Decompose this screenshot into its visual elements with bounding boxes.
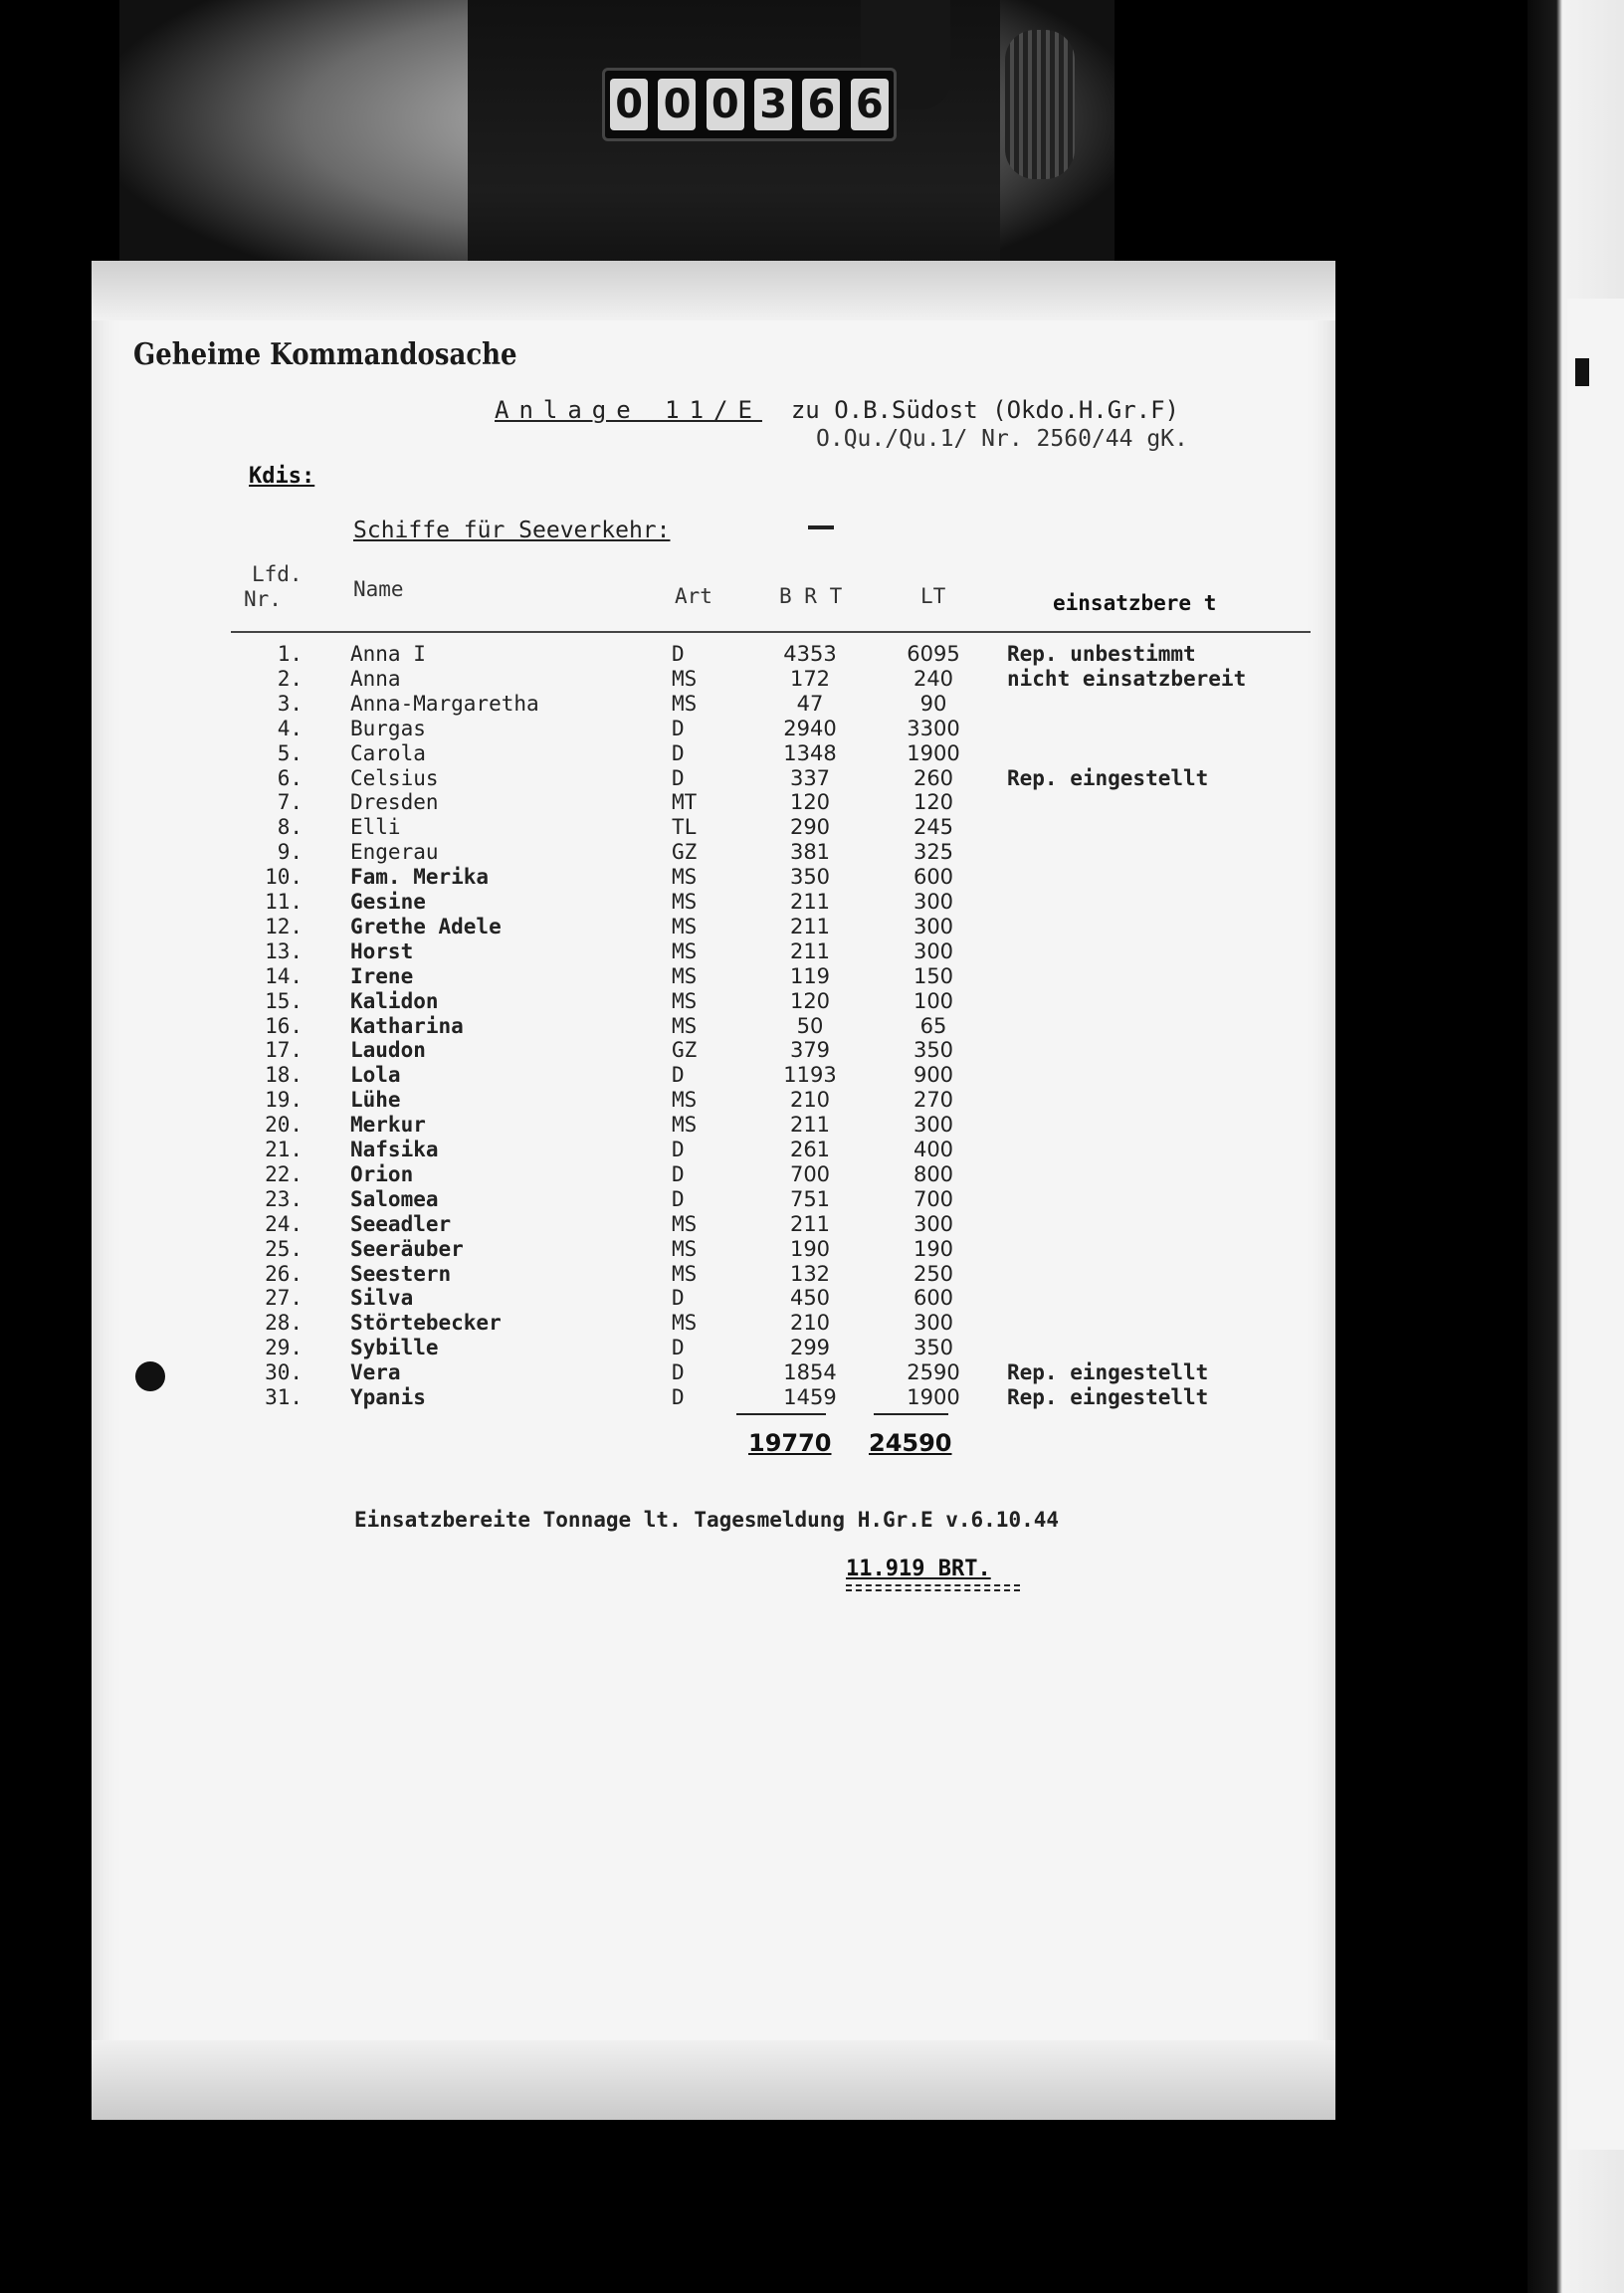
- ship-art: MS: [672, 988, 698, 1013]
- ship-row: [0, 1385, 1624, 1410]
- ship-brt: 381: [789, 840, 831, 865]
- ship-row: [0, 790, 1624, 815]
- double-underline: [846, 1584, 1020, 1591]
- ship-art: D: [672, 765, 685, 790]
- ship-nr: 22.: [265, 1161, 303, 1186]
- ship-art: MS: [672, 963, 698, 988]
- ship-name: Gesine: [350, 890, 426, 914]
- ship-art: MS: [672, 1113, 698, 1138]
- ship-nr: 15.: [265, 988, 303, 1013]
- document-reference: [495, 396, 1179, 424]
- ship-name: Kalidon: [350, 988, 439, 1013]
- ship-lt: 6095: [907, 642, 960, 666]
- ship-art: D: [672, 1336, 685, 1360]
- ship-name: Seeadler: [350, 1211, 452, 1236]
- ship-name: Lola: [350, 1063, 401, 1088]
- ship-lt: 270: [913, 1088, 954, 1113]
- ship-brt: 2940: [783, 716, 837, 740]
- ship-lt: 300: [913, 1311, 954, 1336]
- ship-nr: 23.: [265, 1186, 303, 1211]
- ship-nr: 18.: [265, 1063, 303, 1088]
- ship-art: MS: [672, 1311, 698, 1336]
- ship-nr: 25.: [265, 1236, 303, 1261]
- ship-name: Grethe Adele: [350, 914, 502, 938]
- ship-nr: 12.: [265, 914, 303, 938]
- ship-brt: 4353: [783, 642, 837, 666]
- ship-name: Vera: [350, 1360, 401, 1385]
- ship-lt: 300: [913, 890, 954, 914]
- paper-fold: [92, 261, 1335, 320]
- col-head-status: einsatzbere t: [1053, 591, 1217, 615]
- ship-name: Celsius: [350, 765, 439, 790]
- total-brt: 19770: [748, 1429, 832, 1457]
- ship-nr: 9.: [277, 840, 303, 865]
- ship-lt: 150: [913, 963, 954, 988]
- ship-lt: 3300: [907, 716, 960, 740]
- ship-lt: 65: [919, 1013, 947, 1038]
- ship-lt: 300: [913, 914, 954, 938]
- ship-row: [0, 1311, 1624, 1336]
- ship-brt: 337: [789, 765, 831, 790]
- counter-digit: 3: [754, 79, 792, 130]
- ship-status: Rep. eingestellt: [1007, 1360, 1209, 1385]
- reference-number: O.Qu./Qu.1/ Nr. 2560/44 gK.: [816, 426, 1188, 452]
- ship-nr: 8.: [277, 815, 303, 840]
- ship-art: MS: [672, 1211, 698, 1236]
- secret-stamp: Geheime Kommandosache: [133, 337, 517, 373]
- total-lt: 24590: [869, 1429, 952, 1457]
- ship-nr: 14.: [265, 963, 303, 988]
- ship-nr: 13.: [265, 938, 303, 963]
- ship-nr: 20.: [265, 1113, 303, 1138]
- ship-art: D: [672, 1186, 685, 1211]
- ship-name: Carola: [350, 740, 426, 765]
- ship-art: D: [672, 740, 685, 765]
- ship-row: [0, 1212, 1624, 1237]
- ship-brt: 120: [789, 790, 831, 815]
- ship-brt: 379: [789, 1038, 831, 1063]
- ship-art: TL: [672, 815, 698, 840]
- ship-art: D: [672, 1138, 685, 1161]
- ship-name: Salomea: [350, 1186, 439, 1211]
- ship-brt: 211: [789, 914, 831, 938]
- ship-row: [0, 692, 1624, 717]
- ship-name: Nafsika: [350, 1138, 439, 1161]
- ship-nr: 30.: [265, 1360, 303, 1385]
- reference-addressee: zu O.B.Südost (Okdo.H.Gr.F): [790, 396, 1179, 424]
- ship-name: Anna: [350, 666, 401, 691]
- ship-row: [0, 1138, 1624, 1162]
- ship-nr: 17.: [265, 1038, 303, 1063]
- ship-brt: 211: [789, 1113, 831, 1138]
- col-head-lfd: Lfd.: [252, 562, 303, 586]
- ship-lt: 300: [913, 1113, 954, 1138]
- ship-name: Seestern: [350, 1261, 452, 1286]
- ship-lt: 1900: [907, 1385, 960, 1409]
- ship-brt: 132: [789, 1261, 831, 1286]
- ship-lt: 250: [913, 1261, 954, 1286]
- ship-art: MS: [672, 1013, 698, 1038]
- ship-brt: 190: [789, 1236, 831, 1261]
- adjacent-frame-text-fragment: [1575, 358, 1589, 386]
- counter-digit: 6: [851, 79, 889, 130]
- ship-name: Orion: [350, 1161, 414, 1186]
- ship-brt: 119: [789, 963, 831, 988]
- ship-art: GZ: [672, 840, 698, 865]
- ship-name: Seeräuber: [350, 1236, 464, 1261]
- ship-art: GZ: [672, 1038, 698, 1063]
- col-head-name: Name: [353, 577, 404, 601]
- ship-lt: 800: [913, 1161, 954, 1186]
- ship-row: [0, 1038, 1624, 1063]
- ship-lt: 350: [913, 1336, 954, 1360]
- col-head-brt: B R T: [779, 584, 843, 608]
- ship-art: MS: [672, 938, 698, 963]
- ship-lt: 120: [913, 790, 954, 815]
- ship-art: D: [672, 716, 685, 740]
- ship-art: MS: [672, 691, 698, 716]
- ship-brt: 350: [789, 865, 831, 890]
- ship-name: Irene: [350, 963, 414, 988]
- ship-lt: 300: [913, 938, 954, 963]
- ship-art: D: [672, 642, 685, 666]
- ship-art: MS: [672, 1236, 698, 1261]
- ship-row: [0, 840, 1624, 865]
- counter-digit: 0: [707, 79, 744, 130]
- ship-brt: 261: [789, 1138, 831, 1161]
- ship-lt: 1900: [907, 740, 960, 765]
- ship-brt: 1193: [783, 1063, 837, 1088]
- ship-brt: 450: [789, 1286, 831, 1311]
- ship-row: [0, 1014, 1624, 1039]
- ship-art: MS: [672, 1088, 698, 1113]
- ship-name: Lühe: [350, 1088, 401, 1113]
- ship-brt: 700: [789, 1161, 831, 1186]
- ship-row: [0, 815, 1624, 840]
- ship-row: [0, 964, 1624, 989]
- pen-mark: [808, 525, 834, 529]
- sum-line-lt: [874, 1413, 948, 1415]
- ship-art: D: [672, 1385, 685, 1409]
- ship-status: Rep. eingestellt: [1007, 1385, 1209, 1409]
- ship-name: Laudon: [350, 1038, 426, 1063]
- ship-name: Anna I: [350, 642, 426, 666]
- ship-row: [0, 890, 1624, 915]
- counter-digit: 0: [610, 79, 648, 130]
- ship-row: [0, 939, 1624, 964]
- ship-row: [0, 1336, 1624, 1360]
- ship-lt: 325: [913, 840, 954, 865]
- ship-name: Störtebecker: [350, 1311, 502, 1336]
- ship-art: MS: [672, 865, 698, 890]
- ship-lt: 900: [913, 1063, 954, 1088]
- ship-nr: 16.: [265, 1013, 303, 1038]
- ship-brt: 299: [789, 1336, 831, 1360]
- ship-lt: 190: [913, 1236, 954, 1261]
- sum-line-brt: [736, 1413, 826, 1415]
- ship-name: Anna-Margaretha: [350, 691, 539, 716]
- col-head-lt: LT: [920, 584, 946, 608]
- ship-row: [0, 1286, 1624, 1311]
- ship-name: Burgas: [350, 716, 426, 740]
- ship-name: Horst: [350, 938, 414, 963]
- ship-nr: 31.: [265, 1385, 303, 1409]
- section-title: Schiffe für Seeverkehr:: [353, 518, 671, 543]
- ship-lt: 600: [913, 1286, 954, 1311]
- ship-lt: 300: [913, 1211, 954, 1236]
- classification-label: Kdis:: [249, 464, 315, 489]
- ship-name: Silva: [350, 1286, 414, 1311]
- ship-lt: 260: [913, 765, 954, 790]
- ship-nr: 19.: [265, 1088, 303, 1113]
- ship-name: Fam. Merika: [350, 865, 490, 890]
- ship-lt: 350: [913, 1038, 954, 1063]
- ship-brt: 210: [789, 1088, 831, 1113]
- ship-lt: 2590: [907, 1360, 960, 1385]
- ship-row: [0, 1237, 1624, 1262]
- ship-brt: 211: [789, 1211, 831, 1236]
- paper-bottom-edge: [92, 2040, 1335, 2120]
- ship-row: [0, 717, 1624, 741]
- col-head-art: Art: [675, 584, 712, 608]
- ship-art: MT: [672, 790, 698, 815]
- ship-art: D: [672, 1360, 685, 1385]
- counter-knob: [1005, 30, 1075, 179]
- ship-row: [0, 741, 1624, 766]
- ship-art: MS: [672, 890, 698, 914]
- ship-art: D: [672, 1161, 685, 1186]
- ship-brt: 1854: [783, 1360, 837, 1385]
- ship-row: [0, 766, 1624, 791]
- ship-nr: 7.: [277, 790, 303, 815]
- ship-nr: 3.: [277, 691, 303, 716]
- ship-name: Engerau: [350, 840, 439, 865]
- ship-status: Rep. eingestellt: [1007, 765, 1209, 790]
- ship-brt: 1348: [783, 740, 837, 765]
- footer-note: Einsatzbereite Tonnage lt. Tagesmeldung H.Gr.E v.6.10.44: [354, 1508, 1060, 1532]
- ship-nr: 2.: [277, 666, 303, 691]
- ship-lt: 700: [913, 1186, 954, 1211]
- ship-brt: 172: [789, 666, 831, 691]
- ship-status: nicht einsatzbereit: [1007, 666, 1247, 691]
- footer-tonnage: 11.919 BRT.: [846, 1557, 991, 1581]
- ship-row: [0, 915, 1624, 939]
- ship-lt: 90: [919, 691, 947, 716]
- ship-name: Dresden: [350, 790, 439, 815]
- ship-brt: 290: [789, 815, 831, 840]
- counter-digit: 6: [802, 79, 840, 130]
- ship-row: [0, 1113, 1624, 1138]
- counter-window: [602, 68, 897, 141]
- ship-art: MS: [672, 666, 698, 691]
- ship-row: [0, 1187, 1624, 1212]
- ship-art: D: [672, 1286, 685, 1311]
- ship-lt: 245: [913, 815, 954, 840]
- ship-lt: 400: [913, 1138, 954, 1161]
- ship-row: [0, 865, 1624, 890]
- ship-name: Sybille: [350, 1336, 439, 1360]
- ship-name: Elli: [350, 815, 401, 840]
- ship-nr: 1.: [277, 642, 303, 666]
- ship-status: Rep. unbestimmt: [1007, 642, 1196, 666]
- ship-row: [0, 1162, 1624, 1187]
- ship-art: MS: [672, 1261, 698, 1286]
- ship-brt: 751: [789, 1186, 831, 1211]
- ship-name: Merkur: [350, 1113, 426, 1138]
- ship-lt: 240: [913, 666, 954, 691]
- ship-nr: 5.: [277, 740, 303, 765]
- ship-row: [0, 667, 1624, 692]
- ship-nr: 4.: [277, 716, 303, 740]
- ship-brt: 50: [796, 1013, 824, 1038]
- ship-lt: 600: [913, 865, 954, 890]
- counter-digit: 0: [658, 79, 696, 130]
- ship-lt: 100: [913, 988, 954, 1013]
- ship-nr: 21.: [265, 1138, 303, 1161]
- ship-row: [0, 1262, 1624, 1287]
- ship-nr: 6.: [277, 765, 303, 790]
- ship-row: [0, 1088, 1624, 1113]
- ship-name: Ypanis: [350, 1385, 426, 1409]
- ship-nr: 27.: [265, 1286, 303, 1311]
- ship-nr: 29.: [265, 1336, 303, 1360]
- ship-row: [0, 1063, 1624, 1088]
- ship-row: [0, 1360, 1624, 1385]
- ship-nr: 10.: [265, 865, 303, 890]
- ship-brt: 47: [796, 691, 824, 716]
- ship-nr: 24.: [265, 1211, 303, 1236]
- ship-name: Katharina: [350, 1013, 464, 1038]
- punch-hole-mark: [135, 1361, 165, 1391]
- ship-brt: 1459: [783, 1385, 837, 1409]
- ship-art: D: [672, 1063, 685, 1088]
- ship-nr: 11.: [265, 890, 303, 914]
- ship-nr: 28.: [265, 1311, 303, 1336]
- ship-brt: 120: [789, 988, 831, 1013]
- header-rule: [231, 631, 1311, 633]
- ship-nr: 26.: [265, 1261, 303, 1286]
- anlage-label: Anlage 11/E: [495, 396, 762, 424]
- ship-brt: 210: [789, 1311, 831, 1336]
- ship-brt: 211: [789, 890, 831, 914]
- ship-art: MS: [672, 914, 698, 938]
- ship-row: [0, 989, 1624, 1014]
- col-head-nr: Nr.: [244, 587, 282, 611]
- ship-row: [0, 642, 1624, 667]
- ship-brt: 211: [789, 938, 831, 963]
